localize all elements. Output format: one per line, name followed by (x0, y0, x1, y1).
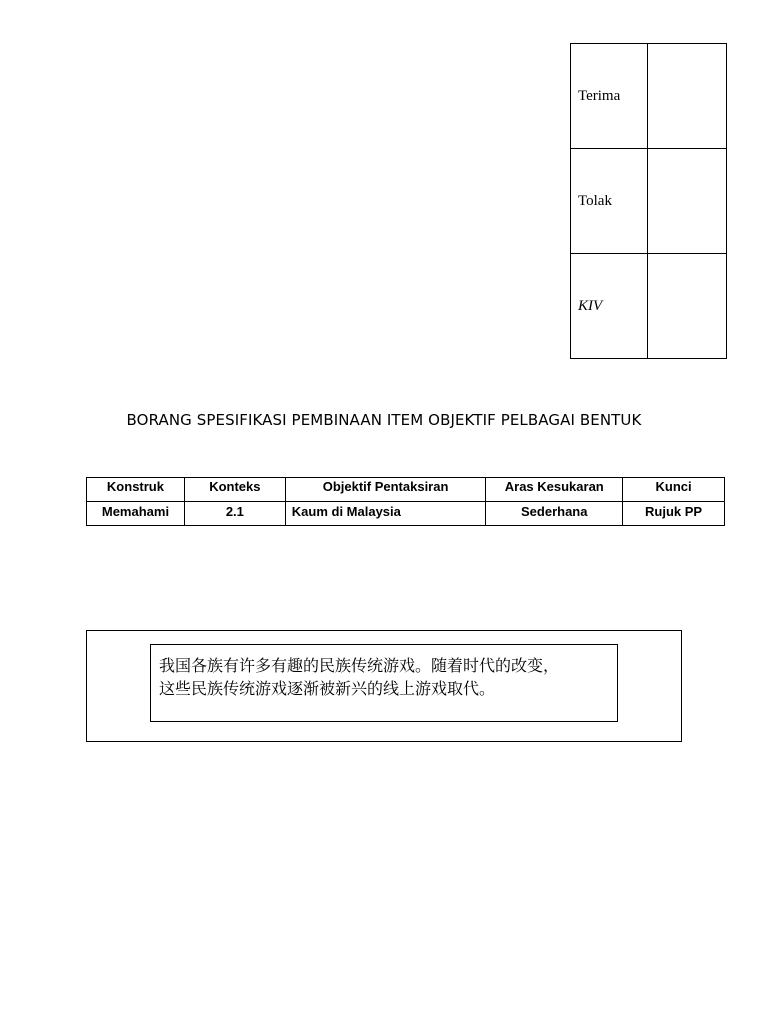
header-objektif: Objektif Pentaksiran (285, 478, 486, 502)
review-row-terima (571, 44, 727, 149)
stimulus-text-box (150, 644, 618, 722)
spec-table (86, 477, 725, 526)
review-label-kiv: KIV (571, 254, 648, 359)
header-konteks: Konteks (184, 478, 285, 502)
stimulus-line-1: 我国各族有许多有趣的民族传统游戏。随着时代的改变， (159, 656, 560, 675)
spec-data-row (87, 502, 725, 526)
header-konstruk: Konstruk (87, 478, 185, 502)
review-label-tolak: Tolak (571, 149, 648, 254)
cell-objektif: Kaum di Malaysia (285, 502, 486, 526)
review-status-box (570, 43, 727, 359)
review-label-terima: Terima (571, 44, 648, 149)
form-title: BORANG SPESIFIKASI PEMBINAAN ITEM OBJEKTIF PELBAGAI BENTUK (126, 411, 642, 429)
cell-konstruk: Memahami (87, 502, 185, 526)
stimulus-line-2: 这些民族传统游戏逐渐被新兴的线上游戏取代。 (159, 679, 496, 698)
review-checkbox-kiv[interactable] (647, 254, 726, 359)
cell-aras: Sederhana (486, 502, 623, 526)
review-row-kiv (571, 254, 727, 359)
cell-kunci: Rujuk PP (623, 502, 725, 526)
header-kunci: Kunci (623, 478, 725, 502)
spec-header-row (87, 478, 725, 502)
stimulus-frame (86, 630, 682, 742)
cell-konteks: 2.1 (184, 502, 285, 526)
review-checkbox-terima[interactable] (647, 44, 726, 149)
review-checkbox-tolak[interactable] (647, 149, 726, 254)
header-aras: Aras Kesukaran (486, 478, 623, 502)
review-row-tolak (571, 149, 727, 254)
